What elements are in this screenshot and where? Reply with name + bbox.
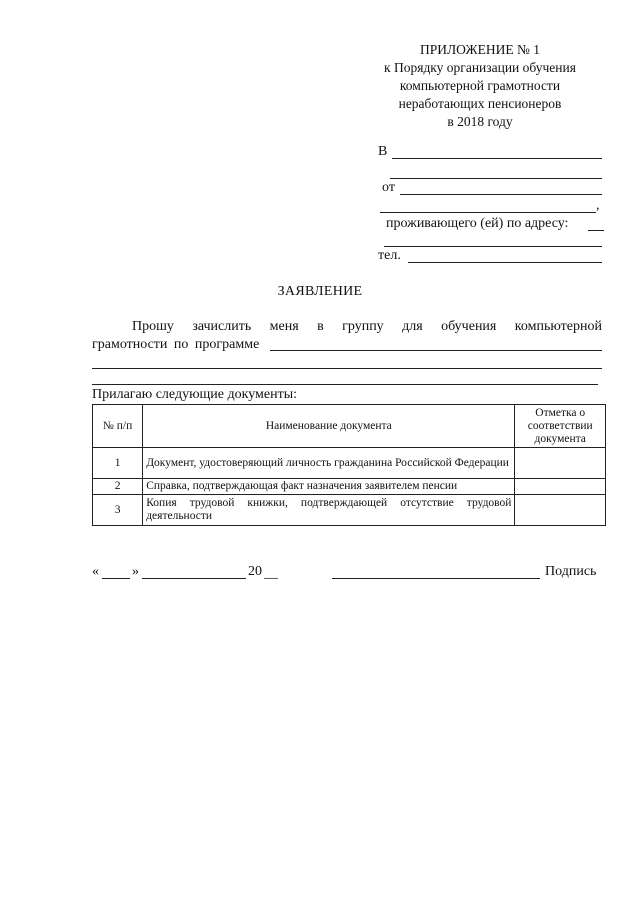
row-document-name: Документ, удостоверяющий личность гражданина Российской Федерации bbox=[143, 448, 515, 479]
date-day-line[interactable] bbox=[102, 578, 130, 579]
row-document-name: Копия трудовой книжки, подтверждающей отсутствие трудовой деятельности bbox=[143, 495, 515, 526]
program-name-line[interactable] bbox=[92, 384, 598, 385]
signature-label: Подпись bbox=[545, 564, 597, 579]
from-label: от bbox=[382, 180, 395, 195]
address-line[interactable] bbox=[384, 246, 602, 247]
request-word: компьютерной bbox=[514, 319, 602, 334]
row-mark-cell[interactable] bbox=[515, 495, 606, 526]
header-mark: Отметка о соответствии документа bbox=[515, 405, 606, 448]
phone-label: тел. bbox=[378, 248, 401, 263]
attachments-label: Прилагаю следующие документы: bbox=[92, 387, 298, 402]
date-month-line[interactable] bbox=[142, 578, 246, 579]
header-num: № п/п bbox=[93, 405, 143, 448]
request-word: Прошу bbox=[132, 319, 174, 334]
request-line-2: грамотности по программе bbox=[92, 337, 260, 352]
recipient-line[interactable] bbox=[392, 158, 602, 159]
row-document-name: Справка, подтверждающая факт назначения заявителем пенсии bbox=[143, 479, 515, 495]
date-quote-open: « bbox=[92, 564, 99, 579]
applicant-name-line[interactable] bbox=[400, 194, 602, 195]
appendix-title: ПРИЛОЖЕНИЕ № 1 bbox=[419, 42, 541, 57]
row-num: 2 bbox=[93, 479, 143, 495]
request-line-1 bbox=[92, 318, 602, 336]
program-name-line[interactable] bbox=[270, 350, 602, 351]
residing-label: проживающего (ей) по адресу: bbox=[386, 216, 569, 231]
table-row bbox=[93, 448, 606, 479]
header-name: Наименование документа bbox=[143, 405, 515, 448]
appendix-ref-line: компьютерной грамотности bbox=[399, 78, 561, 93]
request-word: группу bbox=[342, 319, 384, 334]
program-name-line[interactable] bbox=[92, 368, 602, 369]
date-year-blank[interactable]: __ bbox=[264, 566, 278, 581]
date-year-prefix: 20 bbox=[248, 564, 262, 579]
row-num: 1 bbox=[93, 448, 143, 479]
appendix-ref-line: неработающих пенсионеров bbox=[398, 96, 562, 111]
appendix-ref-line: в 2018 году bbox=[447, 114, 513, 129]
row-mark-cell[interactable] bbox=[515, 479, 606, 495]
request-word: в bbox=[317, 319, 324, 334]
documents-table bbox=[92, 404, 606, 526]
request-word: для bbox=[402, 319, 423, 334]
to-label: В bbox=[378, 144, 388, 159]
table-row bbox=[93, 479, 606, 495]
request-word: обучения bbox=[441, 319, 497, 334]
request-word: зачислить bbox=[192, 319, 252, 334]
table-row bbox=[93, 495, 606, 526]
document-title: ЗАЯВЛЕНИЕ bbox=[277, 284, 363, 299]
comma: , bbox=[596, 198, 600, 213]
table-header-row bbox=[93, 405, 606, 448]
request-word: меня bbox=[269, 319, 299, 334]
applicant-name-line[interactable] bbox=[380, 212, 596, 213]
appendix-ref-line: к Порядку организации обучения bbox=[384, 60, 576, 75]
date-quote-close: » bbox=[132, 564, 139, 579]
signature-line[interactable] bbox=[332, 578, 540, 579]
recipient-line[interactable] bbox=[390, 178, 602, 179]
phone-line[interactable] bbox=[408, 262, 602, 263]
row-mark-cell[interactable] bbox=[515, 448, 606, 479]
address-line[interactable] bbox=[588, 230, 604, 231]
row-num: 3 bbox=[93, 495, 143, 526]
